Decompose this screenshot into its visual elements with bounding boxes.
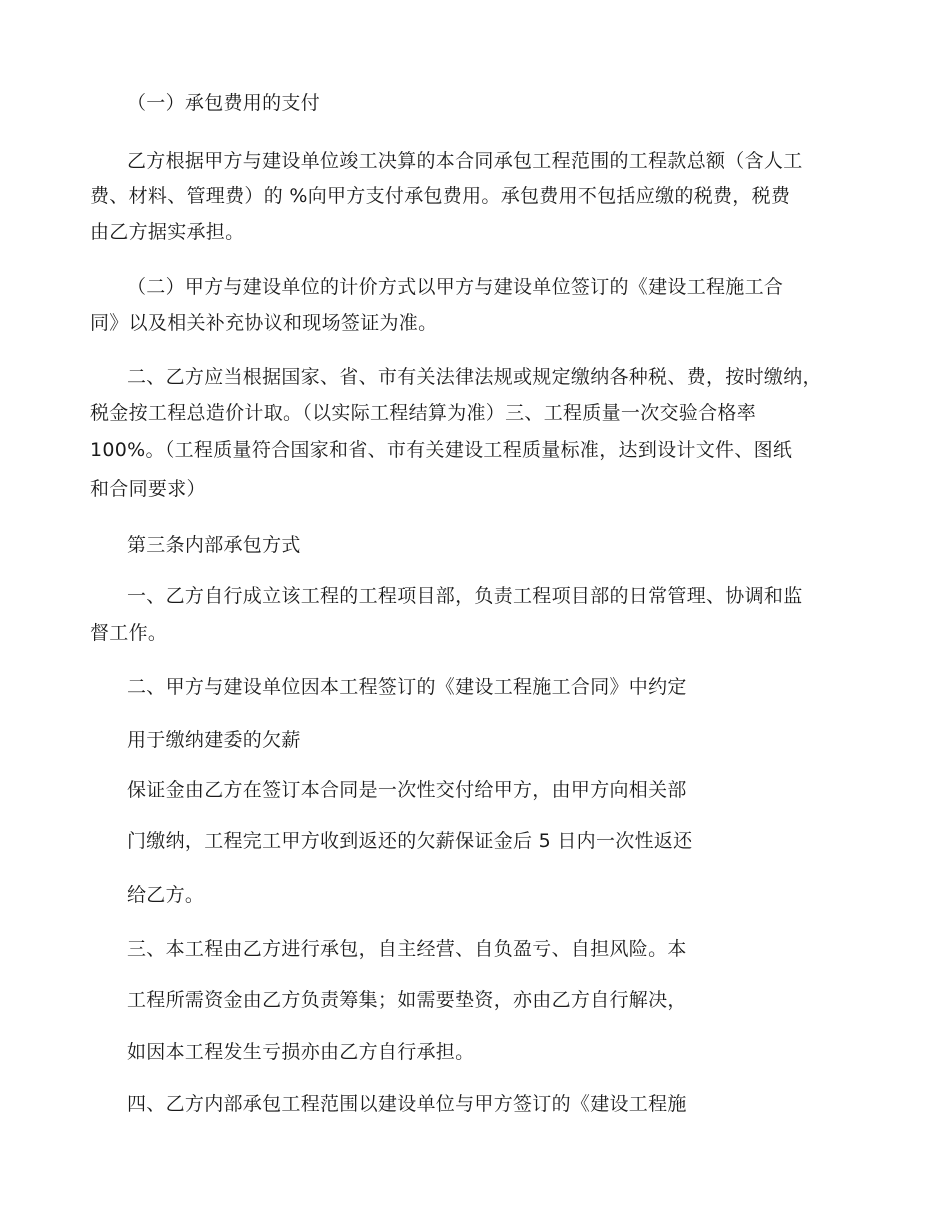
paragraph-line: 税金按工程总造价计取。（以实际工程结算为准）三、工程质量一次交验合格率: [90, 402, 757, 424]
paragraph-line: 100%。（工程质量符合国家和省、市有关建设工程质量标准，达到设计文件、图纸: [90, 439, 793, 461]
paragraph-line: 四、乙方内部承包工程范围以建设单位与甲方签订的《建设工程施: [127, 1093, 687, 1115]
paragraph-line: 保证金由乙方在签订本合同是一次性交付给甲方，由甲方向相关部: [127, 779, 687, 801]
paragraph-line: 同》以及相关补充协议和现场签证为准。: [90, 312, 438, 334]
paragraph-line: 督工作。: [90, 622, 168, 644]
paragraph-line: 用于缴纳建委的欠薪: [127, 729, 301, 751]
paragraph-line: 由乙方据实承担。: [90, 221, 245, 243]
paragraph-line: 二、乙方应当根据国家、省、市有关法律法规或规定缴纳各种税、费，按时缴纳，: [127, 366, 822, 388]
paragraph-line: 一、乙方自行成立该工程的工程项目部，负责工程项目部的日常管理、协调和监: [127, 585, 803, 607]
paragraph-line: 二、甲方与建设单位因本工程签订的《建设工程施工合同》中约定: [127, 676, 687, 698]
section-heading-payment: （一）承包费用的支付: [127, 92, 321, 114]
paragraph-line: （二）甲方与建设单位的计价方式以甲方与建设单位签订的《建设工程施工合: [127, 276, 784, 298]
paragraph-line: 和合同要求）: [90, 478, 206, 500]
paragraph-line: 给乙方。: [127, 884, 205, 906]
paragraph-line: 工程所需资金由乙方负责筹集；如需要垫资，亦由乙方自行解决，: [127, 989, 687, 1011]
paragraph-line: 门缴纳，工程完工甲方收到返还的欠薪保证金后 5 日内一次性返还: [127, 830, 693, 852]
article-heading: 第三条内部承包方式: [127, 534, 301, 556]
paragraph-line: 乙方根据甲方与建设单位竣工决算的本合同承包工程范围的工程款总额（含人工: [127, 150, 803, 172]
paragraph-line: 如因本工程发生亏损亦由乙方自行承担。: [127, 1041, 475, 1063]
paragraph-line: 费、材料、管理费）的 %向甲方支付承包费用。承包费用不包括应缴的税费，税费: [90, 185, 791, 207]
paragraph-line: 三、本工程由乙方进行承包，自主经营、自负盈亏、自担风险。本: [127, 938, 687, 960]
